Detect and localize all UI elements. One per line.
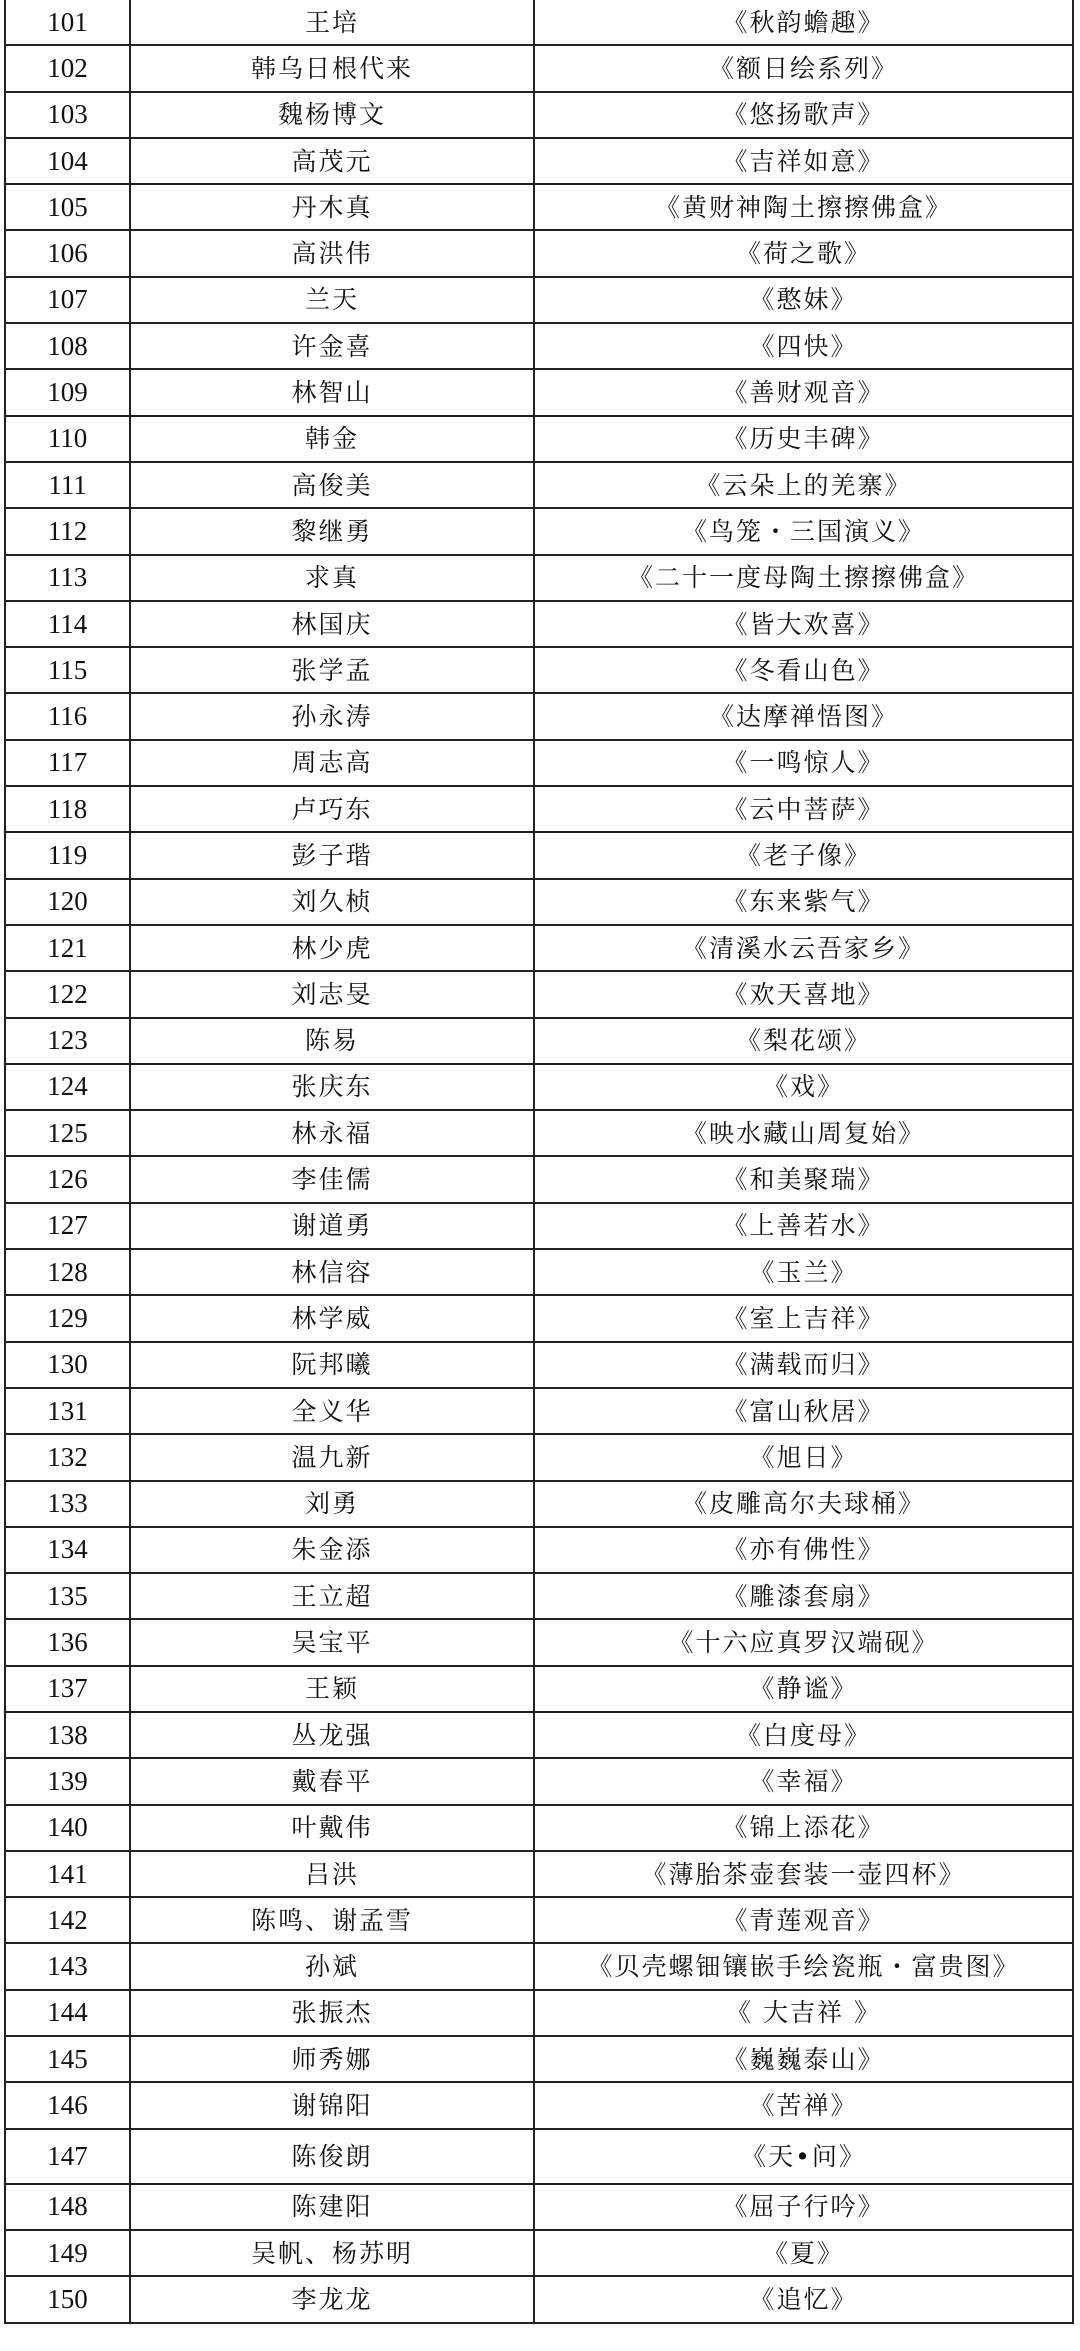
row-number: 108 (5, 323, 130, 369)
work-title: 《映水藏山周复始》 (534, 1110, 1073, 1156)
artist-name: 王颖 (130, 1666, 534, 1712)
artist-name: 张庆东 (130, 1064, 534, 1110)
row-number: 107 (5, 277, 130, 323)
work-title: 《旭日》 (534, 1434, 1073, 1480)
row-number: 112 (5, 508, 130, 554)
award-list-table (4, 0, 1074, 2324)
row-number: 148 (5, 2184, 130, 2230)
artist-name: 韩金 (130, 416, 534, 462)
row-number: 141 (5, 1851, 130, 1897)
table-row (5, 647, 1073, 693)
row-number: 102 (5, 45, 130, 91)
table-row (5, 369, 1073, 415)
work-title: 《东来紫气》 (534, 879, 1073, 925)
work-title: 《夏》 (534, 2230, 1073, 2276)
artist-name: 陈易 (130, 1018, 534, 1064)
table-row (5, 508, 1073, 554)
table-row (5, 693, 1073, 739)
table-row (5, 1295, 1073, 1341)
table-row (5, 1018, 1073, 1064)
artist-name: 林学威 (130, 1295, 534, 1341)
row-number: 115 (5, 647, 130, 693)
work-title: 《云朵上的羌寨》 (534, 462, 1073, 508)
table-row (5, 1712, 1073, 1758)
row-number: 118 (5, 786, 130, 832)
work-title: 《和美聚瑞》 (534, 1156, 1073, 1202)
table-row (5, 92, 1073, 138)
row-number: 110 (5, 416, 130, 462)
row-number: 130 (5, 1342, 130, 1388)
row-number: 113 (5, 555, 130, 601)
work-title: 《吉祥如意》 (534, 138, 1073, 184)
work-title: 《苦禅》 (534, 2082, 1073, 2128)
row-number: 136 (5, 1619, 130, 1665)
table-row (5, 1758, 1073, 1804)
artist-name: 林信容 (130, 1249, 534, 1295)
table-row (5, 1342, 1073, 1388)
row-number: 145 (5, 2036, 130, 2082)
table-row (5, 1666, 1073, 1712)
table-row (5, 45, 1073, 91)
artist-name: 兰天 (130, 277, 534, 323)
table-row (5, 832, 1073, 878)
artist-name: 谢道勇 (130, 1203, 534, 1249)
artist-name: 叶戴伟 (130, 1805, 534, 1851)
artist-name: 刘久桢 (130, 879, 534, 925)
work-title: 《雕漆套扇》 (534, 1573, 1073, 1619)
table-row (5, 138, 1073, 184)
work-title: 《戏》 (534, 1064, 1073, 1110)
work-title: 《老子像》 (534, 832, 1073, 878)
artist-name: 全义华 (130, 1388, 534, 1434)
row-number: 101 (5, 0, 130, 45)
table-row (5, 1990, 1073, 2036)
row-number: 132 (5, 1434, 130, 1480)
work-title: 《追忆》 (534, 2276, 1073, 2322)
table-row (5, 2082, 1073, 2128)
row-number: 138 (5, 1712, 130, 1758)
work-title: 《室上吉祥》 (534, 1295, 1073, 1341)
work-title: 《秋韵蟾趣》 (534, 0, 1073, 45)
table-row (5, 184, 1073, 230)
artist-name: 陈鸣、谢孟雪 (130, 1897, 534, 1943)
artist-name: 温九新 (130, 1434, 534, 1480)
row-number: 124 (5, 1064, 130, 1110)
artist-name: 陈俊朗 (130, 2129, 534, 2184)
work-title: 《额日绘系列》 (534, 45, 1073, 91)
work-title: 《冬看山色》 (534, 647, 1073, 693)
row-number: 149 (5, 2230, 130, 2276)
row-number: 128 (5, 1249, 130, 1295)
artist-name: 刘志旻 (130, 971, 534, 1017)
row-number: 122 (5, 971, 130, 1017)
artist-name: 卢巧东 (130, 786, 534, 832)
artist-name: 林少虎 (130, 925, 534, 971)
row-number: 119 (5, 832, 130, 878)
table-row (5, 2230, 1073, 2276)
artist-name: 周志高 (130, 740, 534, 786)
row-number: 126 (5, 1156, 130, 1202)
table-row (5, 323, 1073, 369)
row-number: 142 (5, 1897, 130, 1943)
work-title: 《玉兰》 (534, 1249, 1073, 1295)
table-row (5, 1897, 1073, 1943)
artist-name: 陈建阳 (130, 2184, 534, 2230)
work-title: 《富山秋居》 (534, 1388, 1073, 1434)
row-number: 125 (5, 1110, 130, 1156)
row-number: 144 (5, 1990, 130, 2036)
row-number: 111 (5, 462, 130, 508)
row-number: 140 (5, 1805, 130, 1851)
work-title: 《薄胎茶壶套装一壶四杯》 (534, 1851, 1073, 1897)
work-title: 《憨妹》 (534, 277, 1073, 323)
work-title: 《上善若水》 (534, 1203, 1073, 1249)
table-row (5, 1619, 1073, 1665)
row-number: 109 (5, 369, 130, 415)
table-body (5, 0, 1073, 2323)
table-row (5, 1527, 1073, 1573)
table-row (5, 1573, 1073, 1619)
work-title: 《锦上添花》 (534, 1805, 1073, 1851)
row-number: 106 (5, 230, 130, 276)
artist-name: 韩乌日根代来 (130, 45, 534, 91)
work-title: 《静谧》 (534, 1666, 1073, 1712)
work-title: 《历史丰碑》 (534, 416, 1073, 462)
table-row (5, 1156, 1073, 1202)
table-row (5, 0, 1073, 45)
row-number: 143 (5, 1943, 130, 1989)
table-row (5, 1388, 1073, 1434)
artist-name: 王立超 (130, 1573, 534, 1619)
artist-name: 彭子瑎 (130, 832, 534, 878)
row-number: 134 (5, 1527, 130, 1573)
row-number: 131 (5, 1388, 130, 1434)
table-row (5, 1203, 1073, 1249)
row-number: 114 (5, 601, 130, 647)
work-title: 《欢天喜地》 (534, 971, 1073, 1017)
table-row (5, 1943, 1073, 1989)
artist-name: 王培 (130, 0, 534, 45)
work-title: 《青莲观音》 (534, 1897, 1073, 1943)
table-row (5, 1434, 1073, 1480)
artist-name: 孙永涛 (130, 693, 534, 739)
table-row (5, 2129, 1073, 2184)
artist-name: 高俊美 (130, 462, 534, 508)
table-row (5, 1064, 1073, 1110)
row-number: 105 (5, 184, 130, 230)
row-number: 146 (5, 2082, 130, 2128)
row-number: 117 (5, 740, 130, 786)
row-number: 121 (5, 925, 130, 971)
artist-name: 张学孟 (130, 647, 534, 693)
artist-name: 吴宝平 (130, 1619, 534, 1665)
artist-name: 高洪伟 (130, 230, 534, 276)
row-number: 129 (5, 1295, 130, 1341)
artist-name: 刘勇 (130, 1481, 534, 1527)
work-title: 《皆大欢喜》 (534, 601, 1073, 647)
work-title: 《十六应真罗汉端砚》 (534, 1619, 1073, 1665)
row-number: 103 (5, 92, 130, 138)
table-row (5, 971, 1073, 1017)
artist-name: 李佳儒 (130, 1156, 534, 1202)
row-number: 123 (5, 1018, 130, 1064)
table-row (5, 462, 1073, 508)
work-title: 《二十一度母陶土擦擦佛盒》 (534, 555, 1073, 601)
artist-name: 李龙龙 (130, 2276, 534, 2322)
artist-name: 阮邦曦 (130, 1342, 534, 1388)
table-row (5, 277, 1073, 323)
table-row (5, 740, 1073, 786)
artist-name: 张振杰 (130, 1990, 534, 2036)
table-row (5, 925, 1073, 971)
table-row (5, 1249, 1073, 1295)
work-title: 《天•问》 (534, 2129, 1073, 2184)
table-row (5, 230, 1073, 276)
artist-name: 林永福 (130, 1110, 534, 1156)
artist-name: 许金喜 (130, 323, 534, 369)
table-row (5, 2036, 1073, 2082)
work-title: 《梨花颂》 (534, 1018, 1073, 1064)
work-title: 《一鸣惊人》 (534, 740, 1073, 786)
artist-name: 吕洪 (130, 1851, 534, 1897)
artist-name: 师秀娜 (130, 2036, 534, 2082)
work-title: 《善财观音》 (534, 369, 1073, 415)
row-number: 116 (5, 693, 130, 739)
work-title: 《亦有佛性》 (534, 1527, 1073, 1573)
work-title: 《屈子行吟》 (534, 2184, 1073, 2230)
work-title: 《满载而归》 (534, 1342, 1073, 1388)
work-title: 《鸟笼・三国演义》 (534, 508, 1073, 554)
work-title: 《达摩禅悟图》 (534, 693, 1073, 739)
artist-name: 丹木真 (130, 184, 534, 230)
work-title: 《 大吉祥 》 (534, 1990, 1073, 2036)
work-title: 《贝壳螺钿镶嵌手绘瓷瓶・富贵图》 (534, 1943, 1073, 1989)
table-row (5, 555, 1073, 601)
row-number: 104 (5, 138, 130, 184)
table-row (5, 1851, 1073, 1897)
artist-name: 丛龙强 (130, 1712, 534, 1758)
work-title: 《清溪水云吾家乡》 (534, 925, 1073, 971)
row-number: 120 (5, 879, 130, 925)
table-row (5, 1481, 1073, 1527)
row-number: 135 (5, 1573, 130, 1619)
artist-name: 朱金添 (130, 1527, 534, 1573)
table-row (5, 879, 1073, 925)
work-title: 《黄财神陶土擦擦佛盒》 (534, 184, 1073, 230)
artist-name: 林智山 (130, 369, 534, 415)
artist-name: 求真 (130, 555, 534, 601)
row-number: 150 (5, 2276, 130, 2322)
table-row (5, 2276, 1073, 2322)
artist-name: 吴帆、杨苏明 (130, 2230, 534, 2276)
artist-name: 魏杨博文 (130, 92, 534, 138)
artist-name: 谢锦阳 (130, 2082, 534, 2128)
row-number: 133 (5, 1481, 130, 1527)
row-number: 127 (5, 1203, 130, 1249)
table-row (5, 416, 1073, 462)
artist-name: 黎继勇 (130, 508, 534, 554)
artist-name: 戴春平 (130, 1758, 534, 1804)
work-title: 《白度母》 (534, 1712, 1073, 1758)
artist-name: 孙斌 (130, 1943, 534, 1989)
artist-name: 高茂元 (130, 138, 534, 184)
table-row (5, 2184, 1073, 2230)
row-number: 139 (5, 1758, 130, 1804)
work-title: 《云中菩萨》 (534, 786, 1073, 832)
table-row (5, 1805, 1073, 1851)
row-number: 147 (5, 2129, 130, 2184)
table-row (5, 786, 1073, 832)
work-title: 《幸福》 (534, 1758, 1073, 1804)
work-title: 《皮雕高尔夫球桶》 (534, 1481, 1073, 1527)
work-title: 《荷之歌》 (534, 230, 1073, 276)
row-number: 137 (5, 1666, 130, 1712)
table-row (5, 601, 1073, 647)
table-row (5, 1110, 1073, 1156)
work-title: 《悠扬歌声》 (534, 92, 1073, 138)
work-title: 《四快》 (534, 323, 1073, 369)
work-title: 《巍巍泰山》 (534, 2036, 1073, 2082)
artist-name: 林国庆 (130, 601, 534, 647)
